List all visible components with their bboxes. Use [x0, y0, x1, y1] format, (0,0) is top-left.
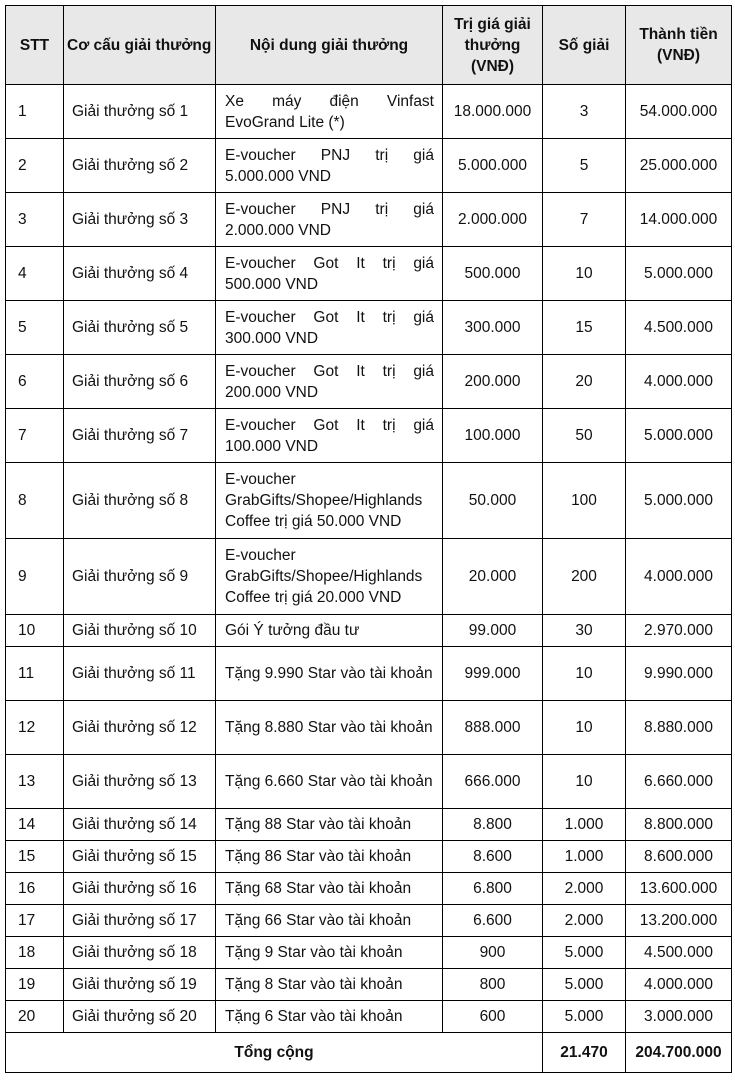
table-row [6, 355, 732, 409]
cell-value: 20.000 [443, 539, 543, 615]
cell-value: 6.600 [443, 905, 543, 937]
cell-value: 100.000 [443, 409, 543, 463]
cell-content: Tặng 9.990 Star vào tài khoản [216, 647, 443, 701]
table-row [6, 85, 732, 139]
cell-value: 600 [443, 1001, 543, 1033]
cell-count: 3 [543, 85, 626, 139]
cell-total: 25.000.000 [626, 139, 732, 193]
cell-structure: Giải thưởng số 10 [64, 615, 216, 647]
table-row [6, 1001, 732, 1033]
table-row [6, 463, 732, 539]
cell-total: 4.000.000 [626, 969, 732, 1001]
cell-value: 999.000 [443, 647, 543, 701]
prize-table [5, 5, 732, 1073]
cell-content: Tặng 6.660 Star vào tài khoản [216, 755, 443, 809]
cell-count: 1.000 [543, 809, 626, 841]
cell-count: 20 [543, 355, 626, 409]
cell-count: 10 [543, 247, 626, 301]
cell-value: 300.000 [443, 301, 543, 355]
cell-total: 8.800.000 [626, 809, 732, 841]
cell-total: 4.000.000 [626, 355, 732, 409]
cell-value: 5.000.000 [443, 139, 543, 193]
cell-stt: 20 [6, 1001, 64, 1033]
cell-value: 50.000 [443, 463, 543, 539]
cell-structure: Giải thưởng số 17 [64, 905, 216, 937]
cell-value: 8.600 [443, 841, 543, 873]
cell-stt: 18 [6, 937, 64, 969]
cell-total: 5.000.000 [626, 247, 732, 301]
table-row [6, 701, 732, 755]
cell-content: E-voucher GrabGifts/Shopee/Highlands Coffee trị giá 20.000 VND [216, 539, 443, 615]
cell-stt: 2 [6, 139, 64, 193]
cell-total: 4.500.000 [626, 937, 732, 969]
cell-content: Xe máy điện Vinfast EvoGrand Lite (*) [216, 85, 443, 139]
cell-total: 14.000.000 [626, 193, 732, 247]
cell-stt: 13 [6, 755, 64, 809]
cell-total: 13.600.000 [626, 873, 732, 905]
cell-structure: Giải thưởng số 5 [64, 301, 216, 355]
table-body [6, 85, 732, 1033]
cell-structure: Giải thưởng số 11 [64, 647, 216, 701]
cell-stt: 3 [6, 193, 64, 247]
cell-value: 2.000.000 [443, 193, 543, 247]
cell-total: 9.990.000 [626, 647, 732, 701]
cell-value: 200.000 [443, 355, 543, 409]
cell-total: 13.200.000 [626, 905, 732, 937]
table-footer [6, 1033, 732, 1073]
total-label: Tổng cộng [6, 1033, 543, 1073]
cell-content: Tặng 8 Star vào tài khoản [216, 969, 443, 1001]
cell-value: 800 [443, 969, 543, 1001]
cell-structure: Giải thưởng số 18 [64, 937, 216, 969]
cell-count: 100 [543, 463, 626, 539]
cell-content: E-voucher Got It trị giá 200.000 VND [216, 355, 443, 409]
cell-structure: Giải thưởng số 20 [64, 1001, 216, 1033]
cell-stt: 4 [6, 247, 64, 301]
cell-value: 8.800 [443, 809, 543, 841]
cell-count: 5.000 [543, 969, 626, 1001]
cell-total: 8.880.000 [626, 701, 732, 755]
table-row [6, 139, 732, 193]
cell-stt: 9 [6, 539, 64, 615]
cell-stt: 17 [6, 905, 64, 937]
header-row [6, 6, 732, 85]
cell-content: Tặng 8.880 Star vào tài khoản [216, 701, 443, 755]
cell-content: Tặng 6 Star vào tài khoản [216, 1001, 443, 1033]
cell-count: 30 [543, 615, 626, 647]
cell-structure: Giải thưởng số 8 [64, 463, 216, 539]
table-row [6, 755, 732, 809]
cell-stt: 15 [6, 841, 64, 873]
cell-structure: Giải thưởng số 6 [64, 355, 216, 409]
cell-content: E-voucher PNJ trị giá 2.000.000 VND [216, 193, 443, 247]
cell-total: 54.000.000 [626, 85, 732, 139]
table-row [6, 937, 732, 969]
prize-table-container [5, 5, 732, 1073]
cell-content: Tặng 86 Star vào tài khoản [216, 841, 443, 873]
table-row [6, 247, 732, 301]
cell-structure: Giải thưởng số 14 [64, 809, 216, 841]
cell-stt: 19 [6, 969, 64, 1001]
cell-stt: 5 [6, 301, 64, 355]
cell-stt: 12 [6, 701, 64, 755]
cell-structure: Giải thưởng số 12 [64, 701, 216, 755]
cell-stt: 8 [6, 463, 64, 539]
cell-content: Gói Ý tưởng đầu tư [216, 615, 443, 647]
table-row [6, 193, 732, 247]
cell-content: E-voucher Got It trị giá 500.000 VND [216, 247, 443, 301]
cell-total: 8.600.000 [626, 841, 732, 873]
table-row [6, 905, 732, 937]
cell-total: 5.000.000 [626, 463, 732, 539]
cell-structure: Giải thưởng số 1 [64, 85, 216, 139]
table-row [6, 809, 732, 841]
cell-total: 6.660.000 [626, 755, 732, 809]
cell-stt: 16 [6, 873, 64, 905]
cell-count: 5.000 [543, 937, 626, 969]
cell-count: 5.000 [543, 1001, 626, 1033]
cell-count: 200 [543, 539, 626, 615]
cell-content: E-voucher Got It trị giá 300.000 VND [216, 301, 443, 355]
header-count: Số giải [543, 6, 626, 85]
table-row [6, 301, 732, 355]
cell-structure: Giải thưởng số 9 [64, 539, 216, 615]
cell-total: 5.000.000 [626, 409, 732, 463]
header-content: Nội dung giải thưởng [216, 6, 443, 85]
table-row [6, 539, 732, 615]
cell-structure: Giải thưởng số 4 [64, 247, 216, 301]
cell-stt: 7 [6, 409, 64, 463]
cell-structure: Giải thưởng số 13 [64, 755, 216, 809]
cell-structure: Giải thưởng số 3 [64, 193, 216, 247]
cell-total: 2.970.000 [626, 615, 732, 647]
total-row [6, 1033, 732, 1073]
header-structure: Cơ cấu giải thưởng [64, 6, 216, 85]
table-row [6, 647, 732, 701]
table-header [6, 6, 732, 85]
cell-count: 50 [543, 409, 626, 463]
cell-count: 2.000 [543, 873, 626, 905]
table-row [6, 615, 732, 647]
header-value: Trị giá giải thưởng (VNĐ) [443, 6, 543, 85]
cell-content: Tặng 9 Star vào tài khoản [216, 937, 443, 969]
cell-content: Tặng 68 Star vào tài khoản [216, 873, 443, 905]
header-total: Thành tiền (VNĐ) [626, 6, 732, 85]
total-amount: 204.700.000 [626, 1033, 732, 1073]
cell-content: Tặng 88 Star vào tài khoản [216, 809, 443, 841]
cell-structure: Giải thưởng số 16 [64, 873, 216, 905]
table-row [6, 969, 732, 1001]
cell-structure: Giải thưởng số 7 [64, 409, 216, 463]
total-count: 21.470 [543, 1033, 626, 1073]
cell-total: 4.000.000 [626, 539, 732, 615]
cell-stt: 14 [6, 809, 64, 841]
cell-value: 18.000.000 [443, 85, 543, 139]
cell-count: 10 [543, 701, 626, 755]
cell-structure: Giải thưởng số 15 [64, 841, 216, 873]
cell-value: 6.800 [443, 873, 543, 905]
table-row [6, 873, 732, 905]
table-row [6, 409, 732, 463]
cell-structure: Giải thưởng số 2 [64, 139, 216, 193]
cell-count: 1.000 [543, 841, 626, 873]
table-row [6, 841, 732, 873]
cell-content: E-voucher GrabGifts/Shopee/Highlands Coffee trị giá 50.000 VND [216, 463, 443, 539]
cell-count: 15 [543, 301, 626, 355]
cell-count: 5 [543, 139, 626, 193]
cell-count: 2.000 [543, 905, 626, 937]
cell-stt: 11 [6, 647, 64, 701]
cell-value: 900 [443, 937, 543, 969]
cell-stt: 1 [6, 85, 64, 139]
cell-total: 4.500.000 [626, 301, 732, 355]
cell-content: Tặng 66 Star vào tài khoản [216, 905, 443, 937]
cell-stt: 6 [6, 355, 64, 409]
cell-value: 99.000 [443, 615, 543, 647]
cell-structure: Giải thưởng số 19 [64, 969, 216, 1001]
cell-content: E-voucher PNJ trị giá 5.000.000 VND [216, 139, 443, 193]
cell-total: 3.000.000 [626, 1001, 732, 1033]
cell-value: 888.000 [443, 701, 543, 755]
cell-count: 10 [543, 647, 626, 701]
cell-count: 7 [543, 193, 626, 247]
cell-stt: 10 [6, 615, 64, 647]
cell-value: 500.000 [443, 247, 543, 301]
cell-value: 666.000 [443, 755, 543, 809]
cell-count: 10 [543, 755, 626, 809]
cell-content: E-voucher Got It trị giá 100.000 VND [216, 409, 443, 463]
header-stt: STT [6, 6, 64, 85]
